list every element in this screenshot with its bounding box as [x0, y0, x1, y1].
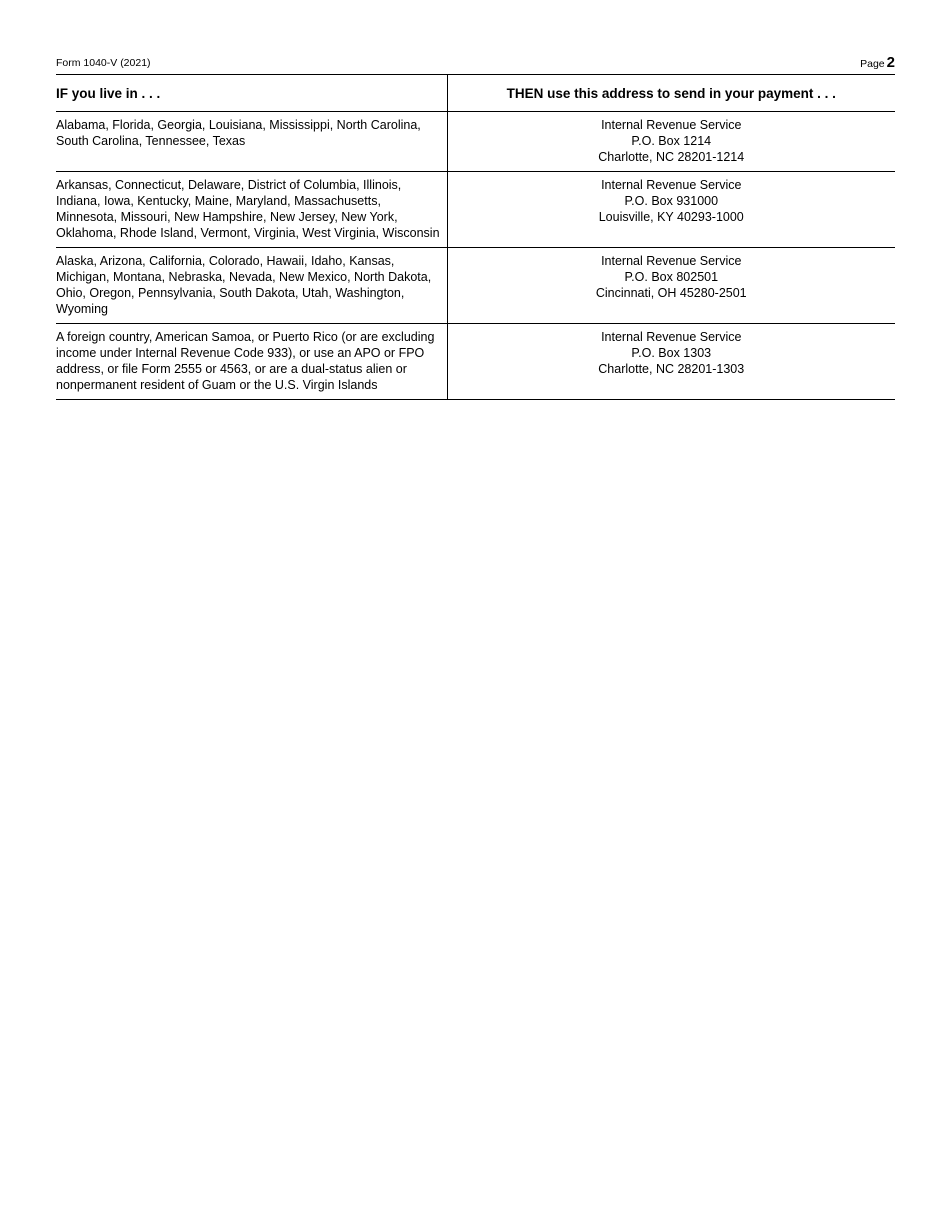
- page-number-value: 2: [886, 54, 895, 71]
- address-line: P.O. Box 1214: [631, 134, 712, 148]
- states-cell: A foreign country, American Samoa, or Puerto Rico (or are excluding income under Internal Revenue Code 933), or use an APO or FPO address, or file Form 2555 or 4563, or are a dual-status alien or nonpermanent resident of Guam or the U.S. Virgin Islands: [56, 324, 447, 400]
- states-cell: Arkansas, Connecticut, Delaware, District of Columbia, Illinois, Indiana, Iowa, Kentucky, Maine, Maryland, Massachusetts, Minnesota, Missouri, New Hampshire, New Jersey, New York, Oklahoma, Rhode Island, Vermont, Virginia, West Virginia, Wisconsin: [56, 172, 447, 248]
- page-number: [860, 54, 895, 71]
- column-header-if: IF you live in . . .: [56, 75, 447, 112]
- address-cell: [447, 172, 895, 248]
- address-line: P.O. Box 802501: [624, 270, 719, 284]
- table-row: [56, 324, 895, 400]
- states-cell: Alabama, Florida, Georgia, Louisiana, Mississippi, North Carolina, South Carolina, Tennessee, Texas: [56, 112, 447, 172]
- address-line: Louisville, KY 40293-1000: [598, 210, 744, 224]
- page-label: Page: [860, 58, 885, 70]
- column-header-then: THEN use this address to send in your payment . . .: [447, 75, 895, 112]
- address-line: Cincinnati, OH 45280-2501: [595, 286, 747, 300]
- table-row: [56, 112, 895, 172]
- address-line: Internal Revenue Service: [601, 254, 742, 268]
- form-id: Form 1040-V (2021): [56, 57, 151, 69]
- address-line: Internal Revenue Service: [601, 330, 742, 344]
- address-line: Charlotte, NC 28201-1303: [598, 362, 745, 376]
- address-cell: [447, 324, 895, 400]
- table-row: [56, 172, 895, 248]
- address-line: P.O. Box 931000: [624, 194, 719, 208]
- payment-address-table: [56, 74, 895, 400]
- address-cell: [447, 112, 895, 172]
- address-cell: [447, 248, 895, 324]
- table-header-row: [56, 75, 895, 112]
- form-header: [56, 54, 895, 74]
- table-row: [56, 248, 895, 324]
- address-line: Internal Revenue Service: [601, 118, 742, 132]
- address-line: Charlotte, NC 28201-1214: [598, 150, 745, 164]
- states-cell: Alaska, Arizona, California, Colorado, Hawaii, Idaho, Kansas, Michigan, Montana, Nebraska, Nevada, New Mexico, North Dakota, Ohio, Oregon, Pennsylvania, South Dakota, Utah, Washington, Wyoming: [56, 248, 447, 324]
- address-line: Internal Revenue Service: [601, 178, 742, 192]
- address-line: P.O. Box 1303: [631, 346, 712, 360]
